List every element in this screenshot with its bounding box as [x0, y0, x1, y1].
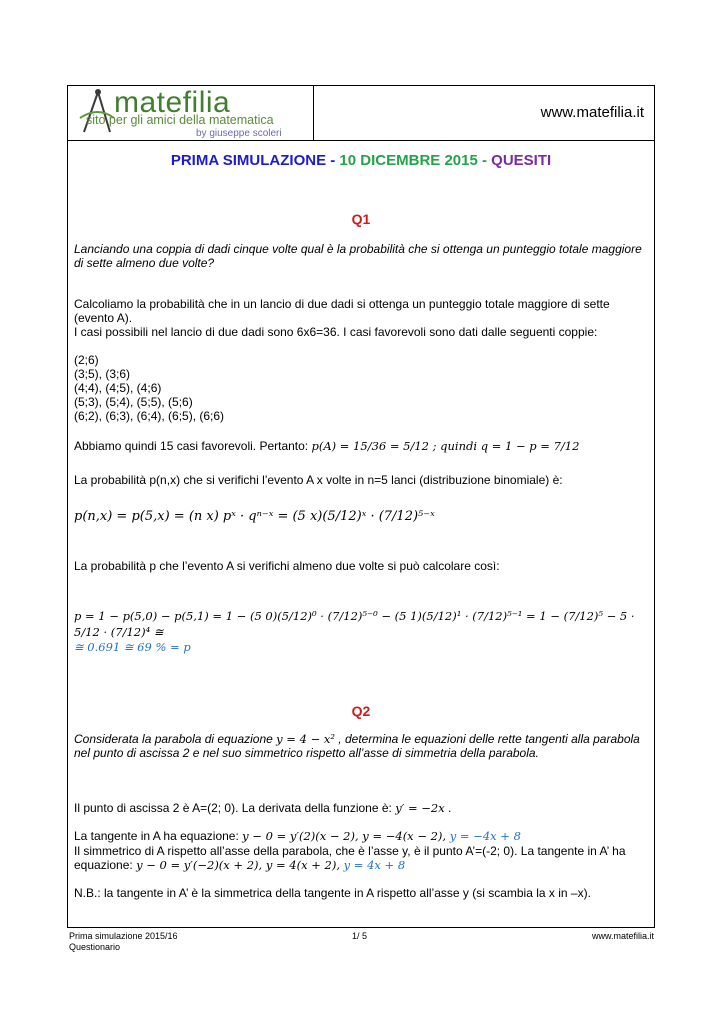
q2-tangent-a: [74, 829, 650, 843]
q2-note: N.B.: la tangente in A’ è la simmetrica della tangente in A rispetto all’asse y (si scambia la x in –x).: [74, 886, 591, 900]
q1-binomial-text: La probabilità p(n,x) che si verifichi l’evento A x volte in n=5 lanci (distribuzione binomiale) è:: [74, 473, 563, 487]
q1-pairs-list: [74, 353, 650, 423]
footer-site-url[interactable]: www.matefilia.it: [591, 931, 654, 941]
logo-name: matefilia: [114, 86, 231, 119]
footer-left: [69, 931, 178, 953]
q2-tangent-a2-result: y = 4x + 8: [343, 858, 406, 872]
q1-atleast-formula: p = 1 − p(5,0) − p(5,1) = 1 − (5 0)(5/12)⁰ · (7/12)⁵⁻⁰ − (5 1)(5/12)¹ · (7/12)⁵⁻¹ = 1 − (7/12)⁵ − 5 · 5/12 · (7/12)⁴ ≅: [74, 609, 635, 639]
q1-favorable: [74, 439, 650, 453]
site-url[interactable]: www.matefilia.it: [540, 104, 644, 121]
q1-atleast-text: La probabilità p che l’evento A si verifichi almeno due volte si può calcolare così:: [74, 559, 500, 573]
q2-point: Il punto di ascissa 2 è A=(2; 0). La derivata della funzione è: y′ = −2x .: [74, 801, 452, 815]
q1-question: Lanciando una coppia di dadi cinque volte qual è la probabilità che si ottenga un punteggio totale maggiore di sette almeno due volte?: [74, 242, 642, 270]
q1-cases: I casi possibili nel lancio di due dadi sono 6x6=36. I casi favorevoli sono dati dalle seguenti coppie:: [74, 325, 598, 339]
q2-heading: Q2: [351, 703, 371, 719]
pair-row: (5;3), (5;4), (5;5), (5;6): [74, 395, 193, 409]
title-part-1: PRIMA SIMULAZIONE -: [170, 152, 340, 169]
title-part-2: 10 DICEMBRE 2015 -: [339, 152, 492, 169]
pair-row: (6;2), (6;3), (6;4), (6;5), (6;6): [74, 409, 225, 423]
title-part-3: QUESITI: [491, 152, 552, 169]
q2-tangent-a2: [74, 844, 650, 872]
logo-tagline: sito per gli amici della matematica: [86, 113, 274, 127]
logo-author: by giuseppe scoleri: [196, 128, 282, 139]
q2-tangent-a-text: La tangente in A ha equazione:: [74, 829, 243, 843]
pair-row: (3;5), (3;6): [74, 367, 131, 381]
header-divider: [313, 86, 314, 140]
q1-intro: Calcoliamo la probabilità che in un lancio di due dadi si ottenga un punteggio totale maggiore di sette (evento A).: [74, 297, 610, 325]
pair-row: (2;6): [74, 353, 99, 367]
q1-favorable-formula: p(A) = 15/36 = 5/12 ; quindi q = 1 − p = 7/12: [311, 439, 580, 453]
page-title: [68, 152, 654, 169]
q2-question-equation: y = 4 − x²: [276, 732, 335, 746]
pair-row: (4;4), (4;5), (4;6): [74, 381, 162, 395]
q2-question: [74, 732, 650, 760]
q2-point-text: Il punto di ascissa 2 è A=(2; 0). La derivata della funzione è:: [74, 801, 396, 815]
q2-tangent-a2-formula: y − 0 = y′(−2)(x + 2), y = 4(x + 2),: [136, 858, 344, 872]
compass-logo-icon: [76, 88, 116, 134]
footer-doc-title: Prima simulazione 2015/16: [69, 931, 178, 941]
page-frame: [67, 85, 655, 928]
matefilia-logo: [76, 88, 311, 138]
q1-favorable-text: Abbiamo quindi 15 casi favorevoli. Pertanto:: [74, 439, 312, 453]
footer-page-number: 1/ 5: [352, 931, 368, 941]
q2-symmetric-text: Il simmetrico di A rispetto all’asse della parabola, che è l’asse y, è il punto A’=(-2; 0). La tangente in A’ ha equazione:: [74, 844, 626, 872]
q2-derivative: y′ = −2x: [395, 801, 445, 815]
q2-tangent-a-result: y = −4x + 8: [449, 829, 521, 843]
q1-binomial-formula: p(n,x) = p(5,x) = (n x) pˣ · qⁿ⁻ˣ = (5 x)(5/12)ˣ · (7/12)⁵⁻ˣ: [74, 509, 435, 524]
q2-question-b: , determina le equazioni delle rette tangenti alla parabola nel punto di ascissa 2 e nel suo simmetrico rispetto all’asse di simmetria della parabola.: [74, 732, 640, 760]
q2-tangent-a-formula: y − 0 = y′(2)(x − 2), y = −4(x − 2),: [242, 829, 450, 843]
header-separator: [68, 140, 654, 141]
footer-doc-type: Questionario: [69, 942, 121, 952]
q1-result: ≅ 0.691 ≅ 69 % = p: [74, 640, 191, 654]
q1-heading: Q1: [351, 211, 371, 227]
q2-question-a: Considerata la parabola di equazione: [74, 732, 277, 746]
